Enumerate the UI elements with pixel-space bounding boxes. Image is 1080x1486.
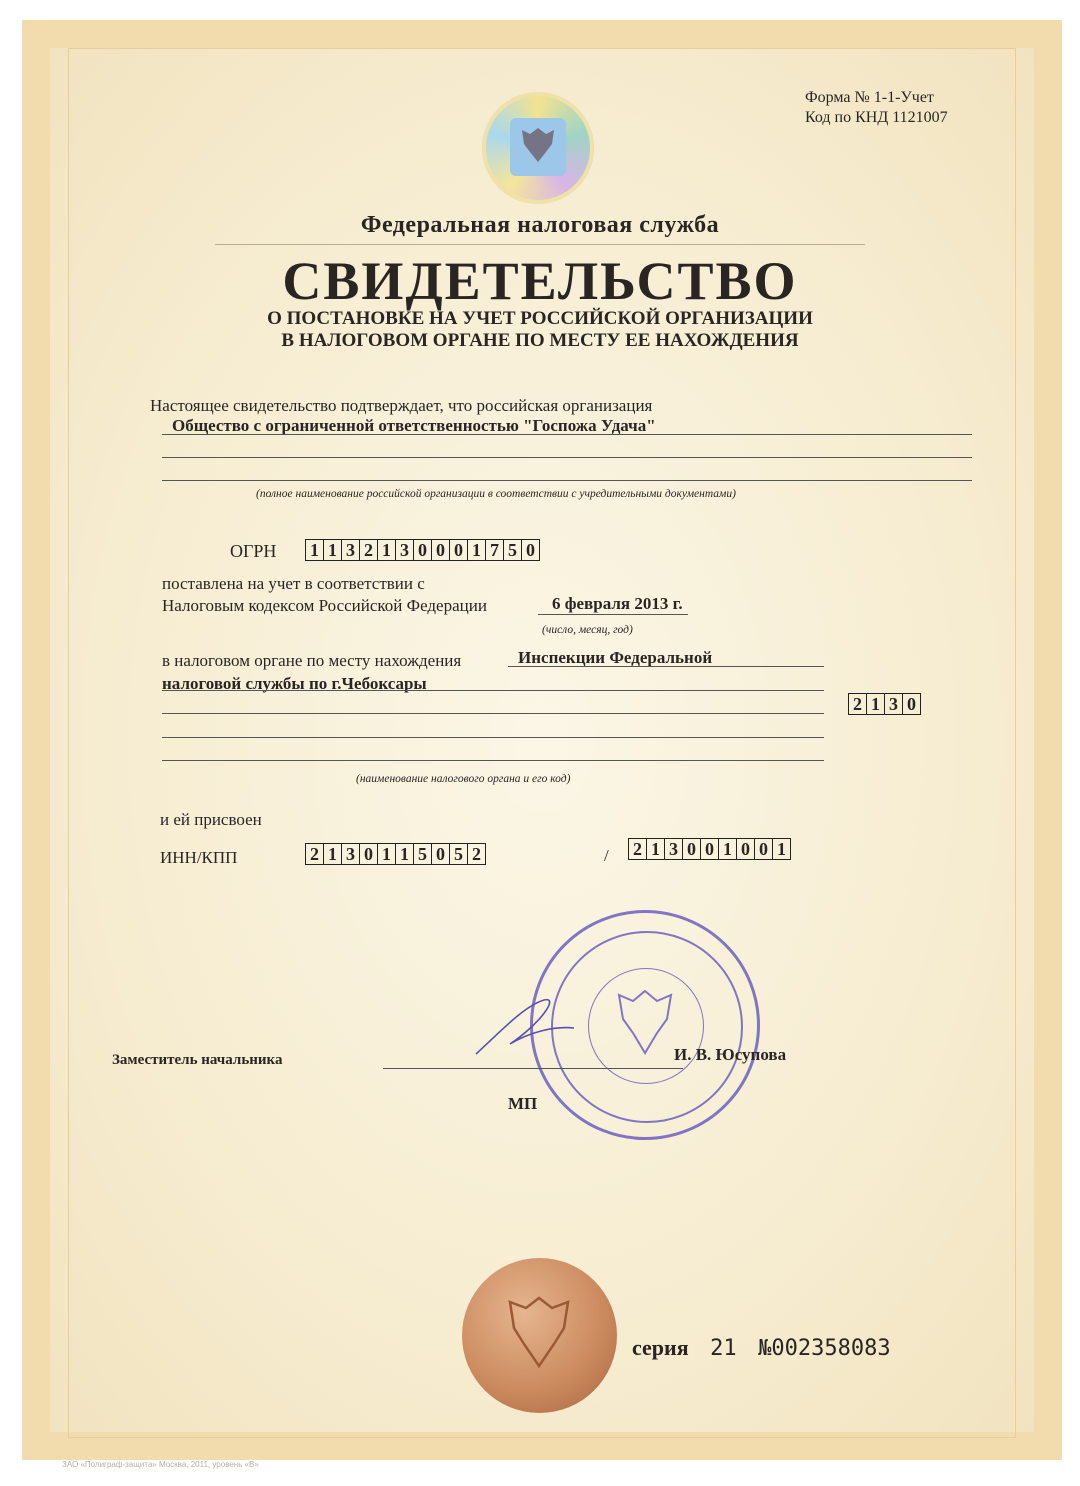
inn-digit: 2 — [472, 844, 481, 864]
signatory-name: И. В. Юсупова — [674, 1045, 787, 1064]
agency-name: Федеральная налоговая служба — [360, 212, 720, 238]
ogrn-label: ОГРН — [230, 541, 277, 561]
registration-date: 6 февраля 2013 г. — [552, 594, 683, 613]
org-name-line-2 — [162, 457, 972, 458]
kpp-digit: 0 — [701, 839, 719, 859]
kpp-digit: 3 — [665, 839, 683, 859]
date-line — [538, 614, 688, 615]
registered-text-2: Налоговым кодексом Российской Федерации — [162, 596, 487, 615]
inn-digit: 1 — [378, 844, 396, 864]
inn-digit: 2 — [306, 844, 324, 864]
tax-office-line-2: налоговой службы по г.Чебоксары — [162, 674, 427, 693]
assigned-label: и ей присвоен — [160, 810, 262, 829]
inn-digit: 5 — [450, 844, 468, 864]
registered-text-1: поставлена на учет в соответствии с — [162, 574, 425, 593]
intro-text: Настоящее свидетельство подтверждает, что российская организация — [150, 396, 653, 415]
tax-office-line-under-5 — [162, 760, 824, 761]
date-hint: (число, месяц, год) — [542, 624, 633, 636]
series-label: серия — [632, 1335, 689, 1360]
ogrn-digit: 0 — [450, 540, 468, 560]
tax-office-line-under-4 — [162, 737, 824, 738]
ogrn-digit-boxes — [305, 539, 540, 561]
printer-imprint: ЗАО «Полиграф-защита» Москва, 2011, уровень «В» — [62, 1460, 259, 1469]
tax-office-code-digit: 2 — [849, 694, 867, 714]
tax-office-code-digit: 1 — [867, 694, 885, 714]
hologram-emblem-icon — [482, 92, 594, 204]
tax-office-code-digit: 0 — [907, 694, 916, 714]
signatory-position: Заместитель начальника — [112, 1052, 283, 1068]
tax-office-label: в налоговом органе по месту нахождения — [162, 651, 462, 670]
double-headed-eagle-icon — [510, 118, 566, 176]
inn-digit-boxes — [305, 843, 486, 865]
document-subtitle — [0, 308, 1080, 352]
ogrn-digit: 0 — [432, 540, 450, 560]
kpp-digit-boxes — [628, 838, 791, 860]
knd-code: Код по КНД 1121007 — [805, 109, 948, 126]
signature — [470, 996, 580, 1060]
org-name-hint: (полное наименование российской организации в соответствии с учредительными документами) — [256, 488, 736, 500]
kpp-digit: 1 — [777, 839, 786, 859]
subtitle-line-2: В НАЛОГОВОМ ОРГАНЕ ПО МЕСТУ ЕЕ НАХОЖДЕНИЯ — [281, 330, 799, 351]
inn-kpp-slash: / — [604, 846, 609, 865]
embossed-seal — [462, 1258, 617, 1413]
ogrn-digit: 1 — [468, 540, 486, 560]
org-name-line-1 — [162, 434, 972, 435]
inn-digit: 0 — [432, 844, 450, 864]
ogrn-digit: 0 — [526, 540, 535, 560]
ogrn-digit: 5 — [504, 540, 522, 560]
form-info — [805, 88, 948, 128]
kpp-digit: 1 — [647, 839, 665, 859]
ogrn-digit: 2 — [360, 540, 378, 560]
series-value: 21 — [710, 1336, 737, 1361]
ogrn-digit: 0 — [414, 540, 432, 560]
tax-office-code-digit: 3 — [885, 694, 903, 714]
ogrn-digit: 1 — [324, 540, 342, 560]
tax-office-line-under-2 — [162, 690, 824, 691]
tax-office-line-1: Инспекции Федеральной — [518, 648, 713, 667]
tax-office-hint: (наименование налогового органа и его код) — [356, 773, 571, 785]
stamp-place-mark: МП — [508, 1094, 538, 1113]
inn-digit: 1 — [396, 844, 414, 864]
ogrn-digit: 3 — [396, 540, 414, 560]
ogrn-digit: 1 — [306, 540, 324, 560]
series-number — [632, 1335, 891, 1361]
kpp-digit: 1 — [719, 839, 737, 859]
blank-number: №002358083 — [758, 1336, 891, 1361]
kpp-digit: 0 — [683, 839, 701, 859]
kpp-digit: 2 — [629, 839, 647, 859]
inn-digit: 5 — [414, 844, 432, 864]
inn-digit: 3 — [342, 844, 360, 864]
tax-office-line-under-1 — [508, 666, 824, 667]
inn-kpp-label: ИНН/КПП — [160, 848, 238, 867]
ogrn-digit: 1 — [378, 540, 396, 560]
org-name-line-3 — [162, 480, 972, 481]
kpp-digit: 0 — [755, 839, 773, 859]
ogrn-digit: 3 — [342, 540, 360, 560]
kpp-digit: 0 — [737, 839, 755, 859]
subtitle-line-1: О ПОСТАНОВКЕ НА УЧЕТ РОССИЙСКОЙ ОРГАНИЗАЦИИ — [267, 308, 813, 329]
inn-digit: 1 — [324, 844, 342, 864]
tax-office-line-under-3 — [162, 713, 824, 714]
signature-line — [383, 1068, 683, 1069]
form-number: Форма № 1-1-Учет — [805, 89, 934, 106]
organization-name: Общество с ограниченной ответственностью "Госпожа Удача" — [172, 416, 656, 435]
ogrn-digit: 7 — [486, 540, 504, 560]
tax-office-code-boxes — [848, 693, 921, 715]
document-title: СВИДЕТЕЛЬСТВО — [282, 251, 798, 311]
agency-underline — [215, 244, 865, 245]
inn-digit: 0 — [360, 844, 378, 864]
